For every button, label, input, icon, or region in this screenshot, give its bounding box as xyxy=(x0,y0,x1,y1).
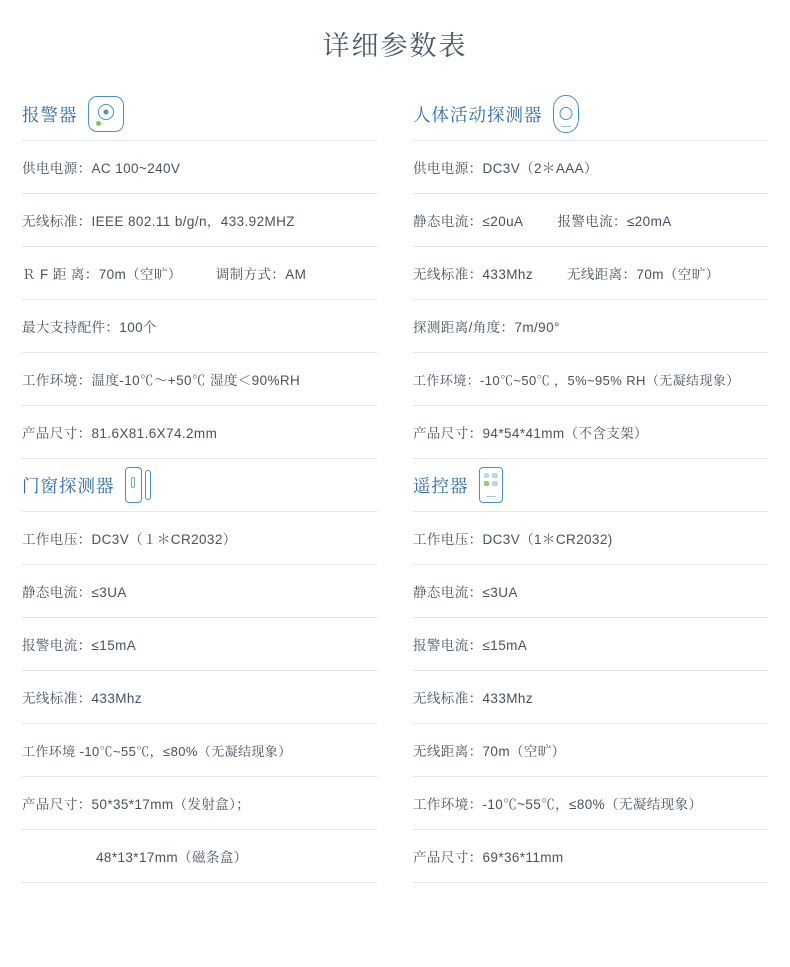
table-row xyxy=(413,300,768,353)
table-row xyxy=(22,512,377,565)
spec-text: 探测距离/角度：7m/90° xyxy=(413,320,560,335)
table-row xyxy=(413,141,768,194)
spec-text: 静态电流：≤3UA xyxy=(22,585,127,600)
table-row xyxy=(413,618,768,671)
table-row xyxy=(22,194,377,247)
table-row xyxy=(413,194,768,247)
spec-rows xyxy=(413,140,768,459)
block-title: 人体活动探测器 xyxy=(413,104,543,125)
spec-text: 最大支持配件：100个 xyxy=(22,320,157,335)
spec-block-door-window-detector xyxy=(22,459,395,883)
block-header xyxy=(413,88,768,140)
spec-text: 报警电流：≤15mA xyxy=(22,638,137,653)
table-row xyxy=(22,565,377,618)
spec-text: 工作电压：DC3V（1＊CR2032) xyxy=(413,532,613,547)
spec-text: 静态电流：≤3UA xyxy=(413,585,518,600)
spec-text: 静态电流：≤20uA xyxy=(413,214,524,229)
spec-text: 无线标准：IEEE 802.11 b/g/n，433.92MHZ xyxy=(22,214,295,229)
spec-text: 无线标准：433Mhz xyxy=(22,691,142,706)
table-row xyxy=(22,671,377,724)
table-row xyxy=(413,353,768,406)
table-row xyxy=(413,565,768,618)
table-row xyxy=(22,353,377,406)
table-row xyxy=(413,830,768,883)
spec-text: 无线标准：433Mhz xyxy=(413,691,533,706)
table-row xyxy=(22,777,377,830)
spec-text-secondary: 无线距离：70m（空旷） xyxy=(566,267,720,282)
alarm-host-icon xyxy=(88,96,124,132)
table-row xyxy=(22,141,377,194)
spec-rows xyxy=(413,511,768,883)
table-row xyxy=(22,618,377,671)
table-row xyxy=(22,300,377,353)
block-title: 遥控器 xyxy=(413,475,469,496)
spec-text: 工作电压：DC3V（１＊CR2032） xyxy=(22,532,237,547)
spec-text-secondary: 调制方式：AM xyxy=(215,267,307,282)
table-row xyxy=(413,512,768,565)
spec-text: 供电电源：AC 100~240V xyxy=(22,161,181,176)
table-row xyxy=(22,406,377,459)
spec-text: 工作环境：温度-10℃～+50℃ 湿度＜90%RH xyxy=(22,373,301,388)
table-row xyxy=(22,247,377,300)
table-row xyxy=(413,247,768,300)
table-row xyxy=(413,724,768,777)
pir-detector-icon xyxy=(553,95,579,133)
spec-rows xyxy=(22,140,377,459)
spec-text: 产品尺寸：94*54*41mm（不含支架） xyxy=(413,426,648,441)
table-row xyxy=(413,671,768,724)
table-row xyxy=(22,724,377,777)
block-title: 门窗探测器 xyxy=(22,475,115,496)
block-header xyxy=(22,459,377,511)
block-title: 报警器 xyxy=(22,104,78,125)
table-row xyxy=(22,830,377,883)
spec-text: 48*13*17mm（磁条盒） xyxy=(96,850,248,865)
spec-grid xyxy=(0,70,790,883)
spec-text: 工作环境：-10℃~50℃ ，5%~95% RH（无凝结现象） xyxy=(413,372,740,388)
spec-block-remote-control xyxy=(395,459,768,883)
spec-block-alarm-host xyxy=(22,88,395,459)
spec-text-secondary: 报警电流：≤20mA xyxy=(557,214,672,229)
spec-block-pir-detector xyxy=(395,88,768,459)
spec-text: 报警电流：≤15mA xyxy=(413,638,528,653)
spec-text: 工作环境 -10℃~55℃，≤80%（无凝结现象） xyxy=(22,743,292,759)
spec-text: 产品尺寸：50*35*17mm（发射盒）； xyxy=(22,797,251,812)
spec-text: 产品尺寸：69*36*11mm xyxy=(413,850,564,865)
spec-text: Ｒ F 距 离：70m（空旷） xyxy=(22,267,182,282)
spec-text: 无线距离：70m（空旷） xyxy=(413,744,566,759)
spec-text: 无线标准：433Mhz xyxy=(413,267,533,282)
spec-text: 工作环境：-10℃~55℃，≤80%（无凝结现象） xyxy=(413,797,703,812)
spec-text: 产品尺寸：81.6X81.6X74.2mm xyxy=(22,426,218,441)
page-title: 详细参数表 xyxy=(322,31,468,61)
block-header xyxy=(413,459,768,511)
block-header xyxy=(22,88,377,140)
spec-rows xyxy=(22,511,377,883)
door-window-detector-icon xyxy=(125,467,151,503)
remote-control-icon xyxy=(479,467,503,503)
spec-text: 供电电源：DC3V（2＊AAA） xyxy=(413,161,598,176)
table-row xyxy=(413,406,768,459)
table-row xyxy=(413,777,768,830)
